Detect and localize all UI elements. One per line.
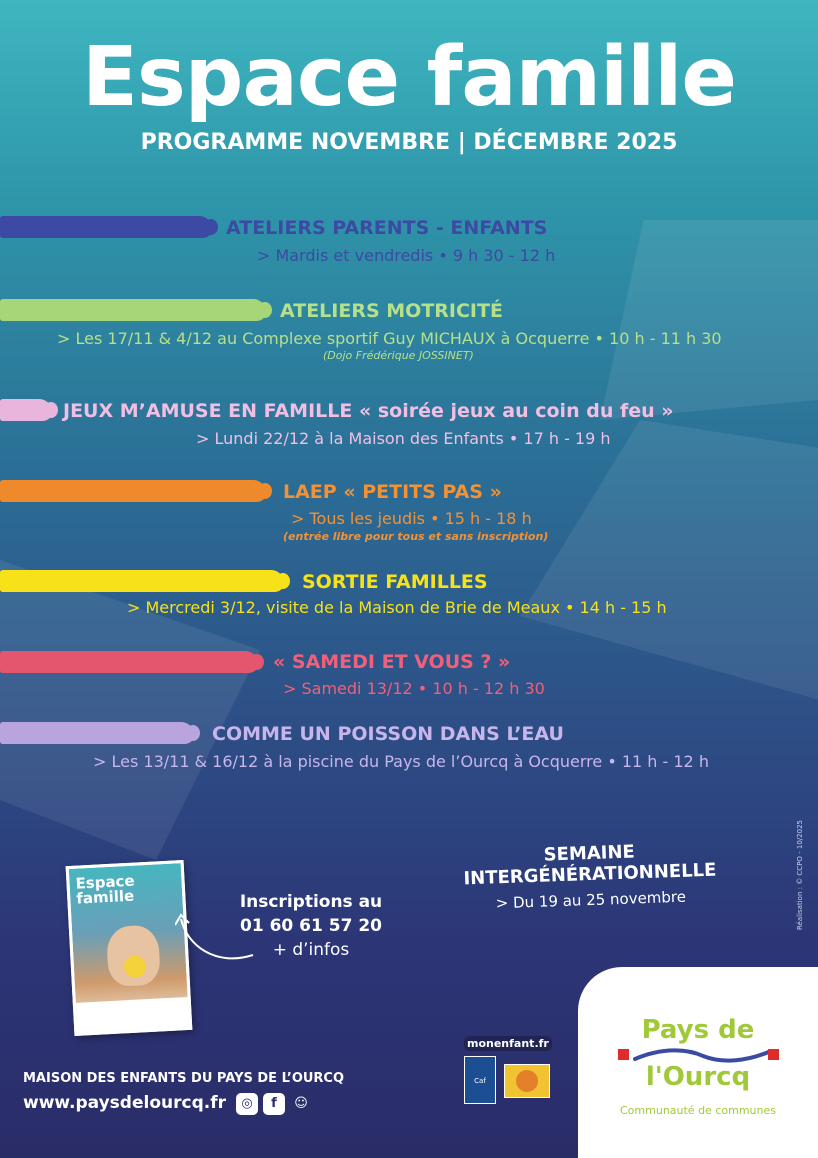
brochure-title-line1: Espace: [75, 871, 136, 893]
activity-brush: [0, 570, 284, 592]
partner-logos: [464, 1036, 556, 1106]
partner-label-logo: [504, 1064, 550, 1098]
activity-title: ATELIERS MOTRICITÉ: [280, 300, 503, 322]
activity-brush: [0, 651, 258, 673]
monenfant-logo: monenfant.fr: [464, 1036, 552, 1051]
page-subtitle: PROGRAMME NOVEMBRE | DÉCEMBRE 2025: [140, 130, 678, 155]
activity-title: COMME UN POISSON DANS L’EAU: [212, 723, 564, 745]
credit-text: Réalisation : © CCPO - 10/2025: [796, 820, 804, 930]
special-week-title-line2: INTERGÉNÉRATIONNELLE: [463, 859, 717, 890]
activity-brush: [0, 216, 212, 238]
logo-text-line2: l'Ourcq: [645, 1062, 751, 1092]
logo-tagline: Communauté de communes: [620, 1104, 776, 1117]
brochure-title: [75, 871, 136, 908]
activity-brush: [0, 399, 52, 421]
page-title: Espace famille: [81, 30, 736, 125]
activity-title: JEUX M’AMUSE EN FAMILLE « soirée jeux au coin du feu »: [63, 400, 674, 422]
activity-title: LAEP « PETITS PAS »: [283, 481, 502, 503]
brochure-footer: [76, 997, 189, 1033]
activity-brush: [0, 299, 266, 321]
organization-name: MAISON DES ENFANTS DU PAYS DE L’OURCQ: [23, 1071, 345, 1086]
activity-brush: [0, 480, 266, 502]
logo-text-line1: Pays de: [641, 1015, 755, 1045]
activity-title: « SAMEDI ET VOUS ? »: [273, 651, 511, 673]
brochure-title-line2: famille: [75, 886, 135, 908]
instagram-icon[interactable]: ◎: [236, 1093, 258, 1115]
inscriptions-label: Inscriptions au: [239, 892, 383, 912]
activity-note: (Dojo Frédérique JOSSINET): [323, 349, 474, 362]
special-week-title-line1: SEMAINE: [543, 841, 636, 866]
phone-number[interactable]: 01 60 61 57 20: [240, 916, 382, 936]
activity-detail: > Mardis et vendredis • 9 h 30 - 12 h: [257, 246, 556, 265]
special-week: [419, 837, 761, 915]
activity-detail: > Tous les jeudis • 15 h - 18 h: [291, 509, 532, 528]
activity-detail: > Les 17/11 & 4/12 au Complexe sportif Guy MICHAUX à Ocquerre • 10 h - 11 h 30: [57, 329, 722, 348]
pays-de-lourcq-logo: [578, 967, 818, 1158]
background-facet: [520, 420, 818, 700]
activity-title: ATELIERS PARENTS - ENFANTS: [226, 217, 548, 239]
more-info-text: + d’infos: [272, 940, 350, 960]
logo-square-right: [768, 1049, 779, 1060]
brochure-thumbnail: [66, 860, 193, 1036]
background-facet: [600, 220, 818, 420]
caf-logo: Caf: [464, 1056, 496, 1104]
activity-detail: > Les 13/11 & 16/12 à la piscine du Pays de l’Ourcq à Ocquerre • 11 h - 12 h: [93, 752, 709, 771]
special-week-dates: > Du 19 au 25 novembre: [495, 887, 687, 913]
activity-detail: > Mercredi 3/12, visite de la Maison de Brie de Meaux • 14 h - 15 h: [127, 598, 667, 617]
activity-detail: > Lundi 22/12 à la Maison des Enfants • 17 h - 19 h: [196, 429, 611, 448]
inscriptions-block: [236, 890, 386, 962]
website-link[interactable]: www.paysdelourcq.fr: [23, 1093, 226, 1113]
activity-title: SORTIE FAMILLES: [302, 571, 488, 593]
activity-note: (entrée libre pour tous et sans inscription): [283, 530, 549, 543]
activity-brush: [0, 722, 194, 744]
logo-square-left: [618, 1049, 629, 1060]
app-icon[interactable]: ☺: [294, 1096, 308, 1111]
activity-detail: > Samedi 13/12 • 10 h - 12 h 30: [283, 679, 545, 698]
facebook-icon[interactable]: f: [263, 1093, 285, 1115]
